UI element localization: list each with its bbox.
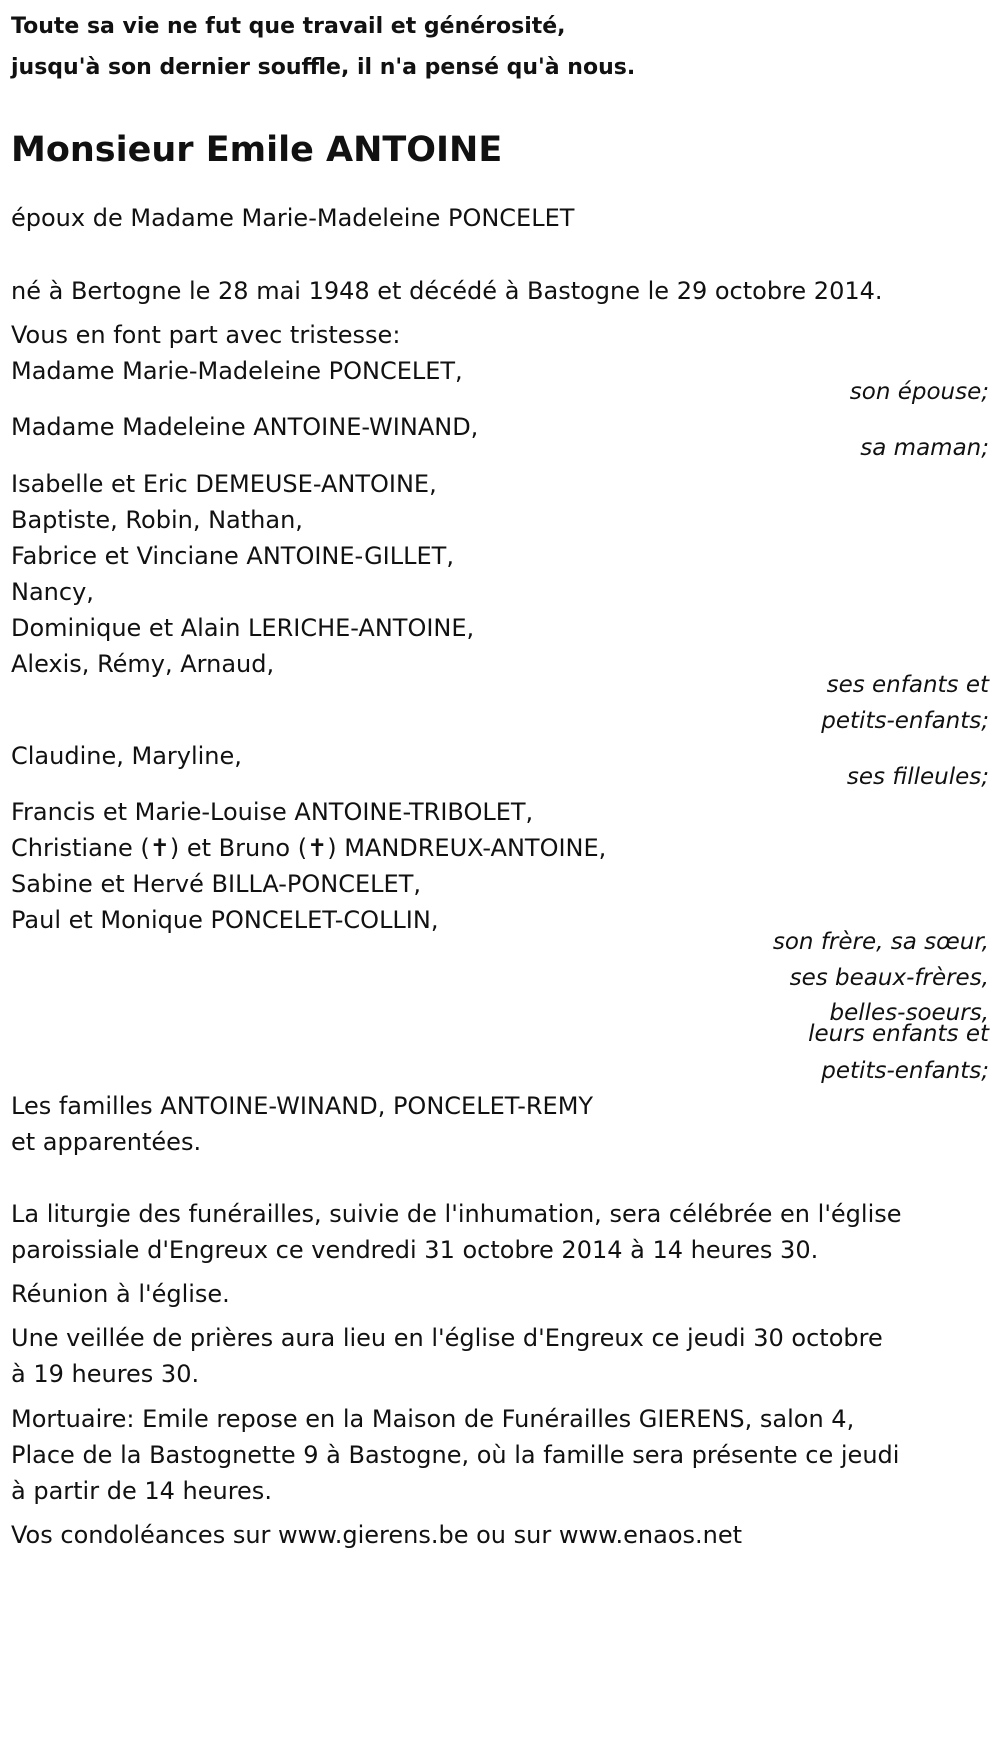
family-member: Nancy, <box>11 578 94 606</box>
relation-label: ses beaux-frères, <box>789 965 989 991</box>
spouse-line: époux de Madame Marie-Madeleine PONCELET <box>11 204 575 232</box>
epigraph-line-1: Toute sa vie ne fut que travail et générosité, <box>11 14 566 39</box>
mortuary-text: à partir de 14 heures. <box>11 1477 272 1505</box>
vigil-text: à 19 heures 30. <box>11 1360 200 1388</box>
liturgy-text: paroissiale d'Engreux ce vendredi 31 octobre 2014 à 14 heures 30. <box>11 1236 819 1264</box>
families-line: Les familles ANTOINE-WINAND, PONCELET-REMY <box>11 1092 594 1120</box>
family-member: Madame Marie-Madeleine PONCELET, <box>11 357 463 385</box>
family-member: Sabine et Hervé BILLA-PONCELET, <box>11 870 421 898</box>
relation-label: son épouse; <box>849 379 989 405</box>
condolences-text: Vos condoléances sur www.gierens.be ou sur www.enaos.net <box>11 1521 743 1549</box>
mortuary-text: Mortuaire: Emile repose en la Maison de Funérailles GIERENS, salon 4, <box>11 1405 855 1433</box>
relation-label: petits-enfants; <box>821 708 989 734</box>
family-member: Claudine, Maryline, <box>11 742 242 770</box>
relation-label: ses enfants et <box>826 672 989 698</box>
families-line: et apparentées. <box>11 1128 202 1156</box>
relation-label: petits-enfants; <box>821 1058 989 1084</box>
family-member: Christiane (✝) et Bruno (✝) MANDREUX-ANTOINE, <box>11 834 607 862</box>
family-member: Francis et Marie-Louise ANTOINE-TRIBOLET, <box>11 798 534 826</box>
family-member: Madame Madeleine ANTOINE-WINAND, <box>11 413 479 441</box>
relation-label: leurs enfants et <box>808 1021 989 1047</box>
deceased-name: Monsieur Emile ANTOINE <box>11 130 503 170</box>
relation-label: belles-soeurs, <box>829 1000 989 1026</box>
relation-label: son frère, sa sœur, <box>772 929 989 955</box>
family-member: Baptiste, Robin, Nathan, <box>11 506 303 534</box>
dates-line: né à Bertogne le 28 mai 1948 et décédé à Bastogne le 29 octobre 2014. <box>11 277 883 305</box>
meeting-text: Réunion à l'église. <box>11 1280 230 1308</box>
liturgy-text: La liturgie des funérailles, suivie de l'inhumation, sera célébrée en l'église <box>11 1200 902 1228</box>
mortuary-text: Place de la Bastognette 9 à Bastogne, où la famille sera présente ce jeudi <box>11 1441 900 1469</box>
vigil-text: Une veillée de prières aura lieu en l'église d'Engreux ce jeudi 30 octobre <box>11 1324 883 1352</box>
epigraph-line-2: jusqu'à son dernier souffle, il n'a pensé qu'à nous. <box>11 55 636 80</box>
announcement-intro: Vous en font part avec tristesse: <box>11 321 401 349</box>
family-member: Dominique et Alain LERICHE-ANTOINE, <box>11 614 475 642</box>
family-member: Isabelle et Eric DEMEUSE-ANTOINE, <box>11 470 437 498</box>
family-member: Alexis, Rémy, Arnaud, <box>11 650 275 678</box>
family-member: Paul et Monique PONCELET-COLLIN, <box>11 906 439 934</box>
relation-label: sa maman; <box>860 435 989 461</box>
family-member: Fabrice et Vinciane ANTOINE-GILLET, <box>11 542 454 570</box>
relation-label: ses filleules; <box>846 764 989 790</box>
